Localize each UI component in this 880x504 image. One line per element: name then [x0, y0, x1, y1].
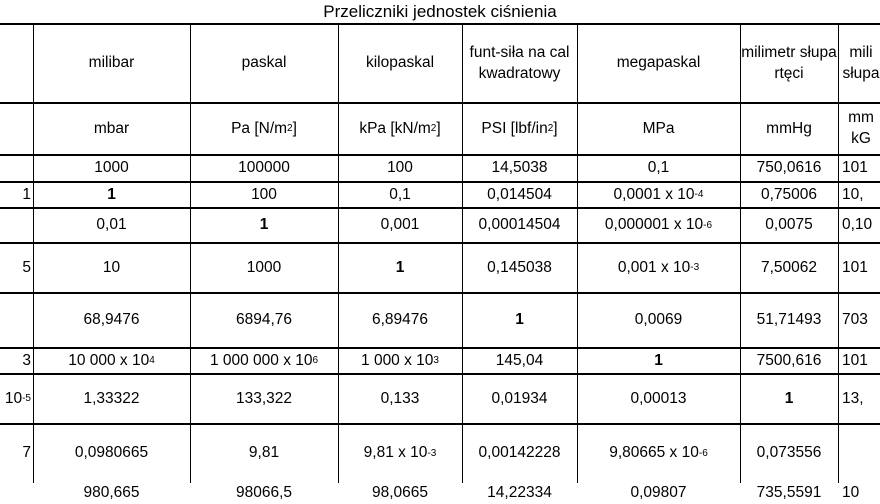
row-divider — [0, 154, 880, 156]
unit-text: mbar — [93, 119, 130, 137]
unit-text: PSI [lbf/in — [481, 119, 548, 137]
header-psi-name: funt-siła na cal kwadratowy — [469, 43, 570, 82]
cell-value: 0,0069 — [634, 311, 683, 329]
cell-value: 7,50062 — [760, 258, 818, 276]
cell-value: 101 — [842, 159, 868, 177]
cell-mmh2o — [838, 293, 880, 348]
cell-mmhg — [740, 348, 838, 374]
cell-value: 10 000 x 10 — [68, 351, 150, 369]
row-label-text: 3 — [22, 351, 31, 369]
cell-value: 10 — [842, 484, 860, 501]
cell-milibar: 10 000 x 10 4 — [33, 348, 190, 374]
header-mmhg-unit — [740, 103, 838, 155]
cell-megapaskal: 0,000001 x 10 -6 — [577, 208, 740, 243]
cell-mmhg — [740, 155, 838, 182]
cell-psi — [462, 424, 577, 483]
cell-psi — [462, 483, 577, 504]
cell-kilopaskal — [338, 208, 462, 243]
row-label-text: 1 — [22, 185, 31, 203]
cell-psi — [462, 208, 577, 243]
header-psi-unit: PSI [lbf/in 2 ] — [462, 103, 577, 155]
cell-value: 100000 — [238, 159, 290, 177]
cell-value: 1000 — [94, 159, 129, 177]
cell-value: 7500,616 — [756, 351, 822, 369]
cell-psi — [462, 182, 577, 208]
cell-mmh2o — [838, 374, 880, 424]
header-mmh2o-unit — [838, 103, 880, 155]
cell-mmh2o — [838, 155, 880, 182]
unit-text: kPa [kN/m — [359, 119, 431, 137]
cell-value: 1 — [259, 216, 269, 234]
cell-value: 10 — [102, 258, 121, 276]
cell-value: 145,04 — [495, 351, 544, 369]
cell-value: 0,073556 — [756, 444, 822, 462]
row-label-fragment — [0, 293, 33, 348]
cell-value: 0,014504 — [487, 185, 552, 203]
unit-text: mm kG — [848, 109, 874, 147]
row-label-fragment — [0, 182, 33, 208]
row-divider — [0, 347, 880, 349]
cell-value: 6,89476 — [371, 311, 429, 329]
row-label-fragment — [0, 348, 33, 374]
cell-paskal — [190, 374, 338, 424]
cell-value: 0,001 — [380, 216, 420, 234]
cell-psi — [462, 243, 577, 293]
cell-mmhg — [740, 182, 838, 208]
cell-value: 1000 — [246, 258, 282, 276]
column-divider — [740, 24, 741, 483]
row-divider — [0, 181, 880, 183]
cell-megapaskal: 9,80665 x 10 -6 — [577, 424, 740, 483]
cell-megapaskal — [577, 293, 740, 348]
cell-value: 0,133 — [380, 389, 420, 407]
cell-value: 51,71493 — [756, 311, 822, 329]
unit-text-tail: ] — [436, 119, 441, 137]
cell-value: 0,1 — [389, 185, 411, 203]
cell-value: 735,5591 — [756, 484, 822, 501]
cell-value: 1,33322 — [83, 389, 140, 407]
cell-milibar — [33, 424, 190, 483]
cell-kilopaskal — [338, 483, 462, 504]
cell-value: 9,80665 x 10 — [609, 444, 699, 462]
cell-mmh2o — [838, 243, 880, 293]
cell-kilopaskal — [338, 155, 462, 182]
cell-paskal — [190, 483, 338, 504]
cell-value: 0,001 x 10 — [617, 258, 691, 276]
cell-megapaskal — [577, 348, 740, 374]
cell-kilopaskal: 9,81 x 10 -3 — [338, 424, 462, 483]
row-label-text: 5 — [22, 258, 31, 276]
unit-text-tail: ] — [553, 119, 558, 137]
cell-value: 0,0001 x 10 — [613, 185, 695, 203]
cell-value: 0,75006 — [760, 185, 818, 203]
header-megapaskal-name: megapaskal — [616, 54, 701, 72]
row-divider — [0, 23, 880, 25]
cell-value: 9,81 x 10 — [363, 444, 428, 462]
cell-mmh2o — [838, 182, 880, 208]
cell-paskal — [190, 208, 338, 243]
cell-mmh2o — [838, 483, 880, 504]
cell-milibar — [33, 483, 190, 504]
cell-value: 100 — [251, 185, 277, 203]
cell-paskal — [190, 155, 338, 182]
row-label-fragment — [0, 424, 33, 483]
header-megapaskal-unit — [577, 103, 740, 155]
cell-mmhg — [740, 483, 838, 504]
cell-value: 0,000001 x 10 — [604, 216, 704, 234]
cell-psi — [462, 348, 577, 374]
row-label-fragment — [0, 103, 33, 155]
cell-value: 6894,76 — [235, 311, 293, 329]
header-mmh2o-name: mili słupa — [842, 43, 880, 82]
cell-megapaskal: 0,0001 x 10 -4 — [577, 182, 740, 208]
cell-milibar — [33, 243, 190, 293]
cell-milibar — [33, 374, 190, 424]
cell-mmh2o — [838, 208, 880, 243]
cell-kilopaskal — [338, 374, 462, 424]
cell-mmh2o — [838, 348, 880, 374]
row-divider — [0, 373, 880, 375]
cell-value: 0,00142228 — [478, 444, 561, 462]
cell-paskal — [190, 182, 338, 208]
column-divider — [838, 24, 839, 483]
header-milibar-unit — [33, 103, 190, 155]
cell-milibar — [33, 208, 190, 243]
column-divider — [338, 24, 339, 483]
cell-milibar — [33, 155, 190, 182]
cell-psi — [462, 293, 577, 348]
cell-value: 0,0075 — [765, 216, 813, 234]
cell-mmhg — [740, 243, 838, 293]
cell-value: 133,322 — [235, 389, 293, 407]
cell-value: 0,00014504 — [478, 216, 561, 234]
row-divider — [0, 102, 880, 104]
cell-value: 0,00013 — [630, 389, 687, 407]
cell-value: 98066,5 — [235, 484, 293, 501]
cell-value: 13, — [842, 389, 864, 407]
cell-value: 14,22334 — [487, 484, 552, 501]
cell-value: 1 — [107, 185, 116, 203]
row-label-fragment — [0, 243, 33, 293]
cell-mmhg — [740, 424, 838, 483]
column-divider — [577, 24, 578, 483]
cell-value: 0,01934 — [491, 389, 548, 407]
cell-mmh2o — [838, 424, 880, 483]
cell-paskal — [190, 424, 338, 483]
cell-kilopaskal — [338, 182, 462, 208]
row-divider — [0, 207, 880, 209]
cell-value: 98,0665 — [371, 484, 429, 501]
cell-value: 1 — [654, 351, 663, 369]
cell-mmhg — [740, 374, 838, 424]
column-divider — [33, 24, 34, 483]
header-paskal-unit: Pa [N/m 2 ] — [190, 103, 338, 155]
cell-megapaskal — [577, 483, 740, 504]
cell-value: 101 — [842, 258, 868, 276]
row-label-fragment: 10 -5 — [0, 374, 33, 424]
cell-value: 1 000 x 10 — [361, 351, 434, 369]
header-kilopaskal-unit: kPa [kN/m 2 ] — [338, 103, 462, 155]
cell-value: 14,5038 — [491, 159, 548, 177]
cell-kilopaskal: 1 000 x 10 3 — [338, 348, 462, 374]
row-label-text: 10 — [4, 389, 23, 407]
cell-value: 980,665 — [83, 484, 140, 501]
cell-value: 0,0980665 — [74, 444, 149, 462]
row-label-fragment — [0, 24, 33, 103]
cell-value: 0,01 — [96, 216, 127, 234]
table-title: Przeliczniki jednostek ciśnienia — [323, 2, 557, 21]
cell-value: 1 — [784, 389, 794, 407]
cell-value: 750,0616 — [756, 159, 822, 177]
cell-value: 1 000 000 x 10 — [209, 351, 313, 369]
cell-psi — [462, 374, 577, 424]
header-paskal-name: paskal — [241, 54, 287, 72]
unit-text: Pa [N/m — [231, 119, 288, 137]
column-divider — [462, 24, 463, 483]
cell-value: 68,9476 — [83, 311, 140, 329]
unit-text: MPa — [642, 119, 675, 137]
cell-value: 0,09807 — [630, 484, 687, 501]
header-mmhg-name: milimetr słupa rtęci — [741, 43, 837, 82]
row-label-text: 7 — [22, 444, 31, 462]
cell-megapaskal — [577, 155, 740, 182]
cell-mmhg — [740, 208, 838, 243]
cell-paskal — [190, 243, 338, 293]
cell-value: 9,81 — [248, 444, 280, 462]
cell-psi — [462, 155, 577, 182]
cell-paskal — [190, 293, 338, 348]
cell-value: 100 — [387, 159, 413, 177]
cell-kilopaskal — [338, 243, 462, 293]
cell-value: 703 — [842, 311, 868, 329]
row-label-fragment — [0, 155, 33, 182]
cell-milibar — [33, 293, 190, 348]
header-milibar-name: milibar — [88, 54, 135, 72]
cell-milibar — [33, 182, 190, 208]
cell-value: 0,1 — [647, 159, 670, 177]
cell-value: 0,10 — [842, 216, 873, 234]
cell-mmhg — [740, 293, 838, 348]
unit-text: mmHg — [766, 119, 812, 137]
row-divider — [0, 292, 880, 294]
unit-text-tail: ] — [292, 119, 297, 137]
cell-value: 10, — [842, 185, 864, 203]
cell-megapaskal: 0,001 x 10 -3 — [577, 243, 740, 293]
cell-paskal: 1 000 000 x 10 6 — [190, 348, 338, 374]
cell-value: 0,145038 — [487, 258, 552, 276]
row-divider — [0, 242, 880, 244]
cell-megapaskal — [577, 374, 740, 424]
row-divider — [0, 423, 880, 425]
cell-kilopaskal — [338, 293, 462, 348]
cell-value: 1 — [395, 258, 405, 276]
header-kilopaskal-name: kilopaskal — [365, 54, 435, 72]
cell-value: 1 — [515, 311, 524, 329]
row-label-fragment — [0, 208, 33, 243]
column-divider — [190, 24, 191, 483]
cell-value: 101 — [842, 351, 868, 369]
